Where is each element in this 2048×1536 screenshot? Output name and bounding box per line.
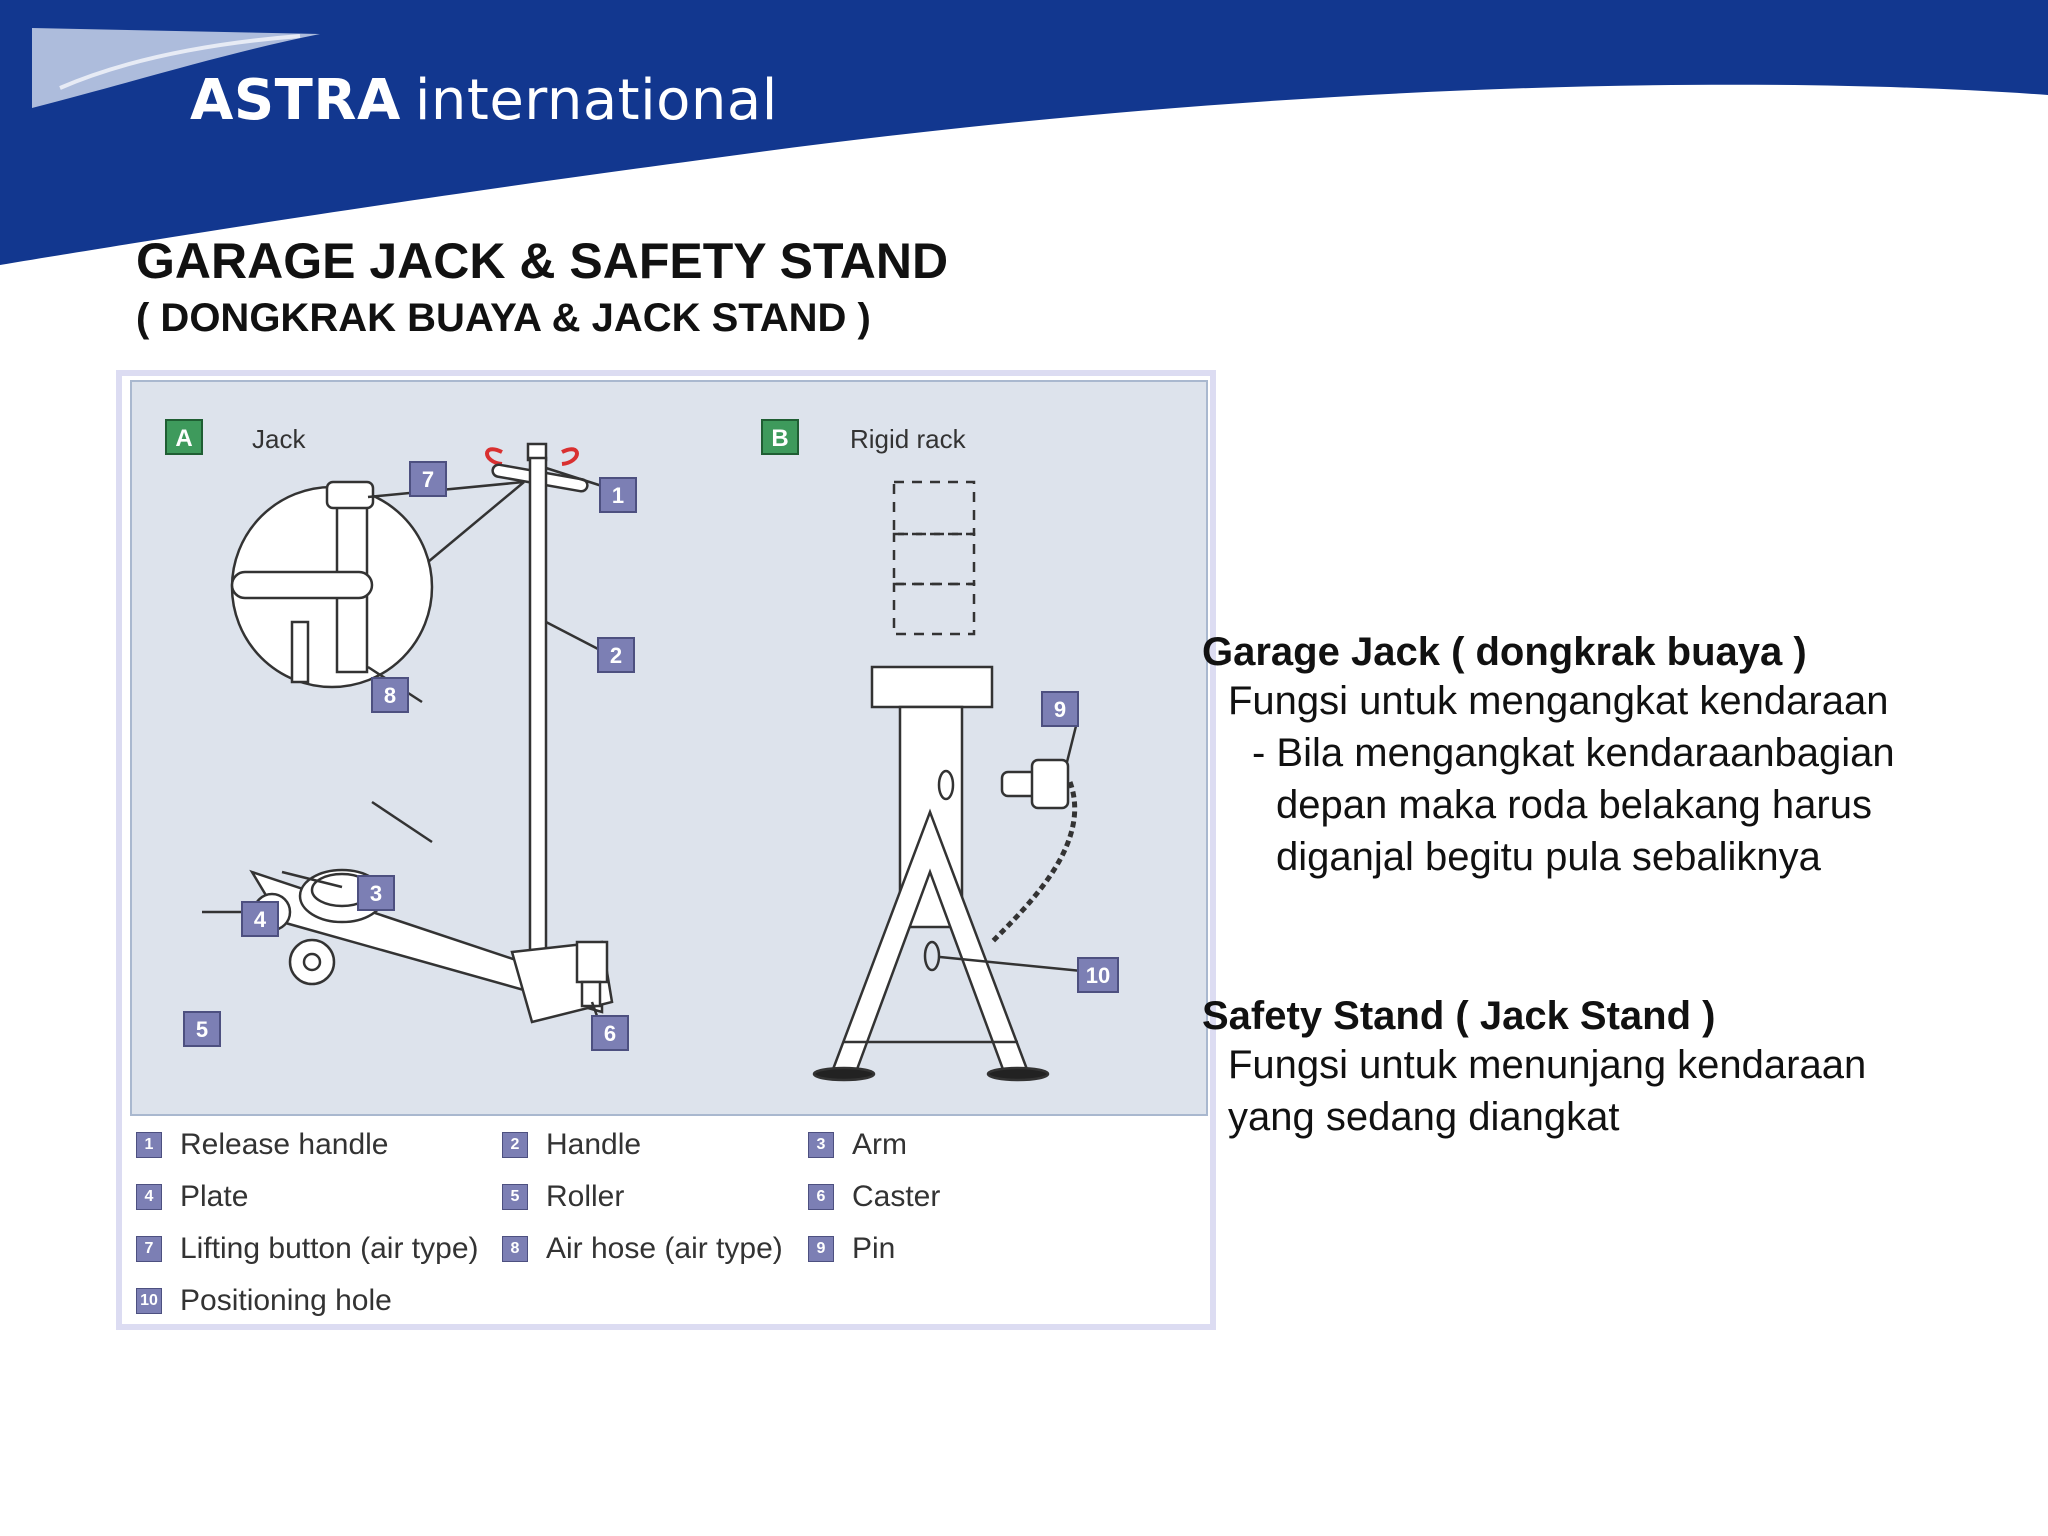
callout-10: [1078, 958, 1118, 992]
svg-text:5: 5: [195, 1017, 209, 1042]
safety-stand-line: yang sedang diangkat: [1228, 1095, 1620, 1139]
svg-text:2: 2: [609, 643, 623, 668]
callout-3: [358, 876, 394, 910]
callout-4: [242, 902, 278, 936]
company-logo: [190, 68, 778, 133]
callout-1: [600, 478, 636, 512]
callout-2: [598, 638, 634, 672]
garage-jack-heading: Garage Jack ( dongkrak buaya ): [1202, 630, 1807, 674]
legend-item: 8 Air hose (air type): [502, 1232, 783, 1266]
legend-item: 2 Handle: [502, 1128, 641, 1162]
svg-text:7: 7: [421, 467, 435, 492]
garage-jack-line: - Bila mengangkat kendaraanbagian: [1252, 731, 1895, 775]
parts-legend: [132, 1124, 1202, 1324]
logo-bold: ASTRA: [190, 68, 401, 133]
callout-9: [1042, 692, 1078, 726]
callout-6: [592, 1016, 628, 1050]
figure-panel: [116, 370, 1216, 1330]
garage-jack-line: Fungsi untuk mengangkat kendaraan: [1228, 679, 1889, 723]
callout-7: [410, 462, 446, 496]
garage-jack-description: [1202, 630, 1895, 883]
legend-item: 7 Lifting button (air type): [136, 1232, 479, 1266]
legend-item: 5 Roller: [502, 1180, 624, 1214]
svg-text:10: 10: [1085, 963, 1111, 988]
svg-text:1: 1: [611, 483, 625, 508]
svg-text:B: B: [771, 425, 789, 452]
section-b-badge: [762, 420, 798, 454]
safety-stand-description: [1202, 994, 1866, 1143]
safety-stand-line: Fungsi untuk menunjang kendaraan: [1228, 1043, 1867, 1087]
legend-item: 6 Caster: [808, 1180, 940, 1214]
svg-text:3: 3: [369, 881, 383, 906]
diagram-area: [130, 380, 1208, 1116]
slide-title: GARAGE JACK & SAFETY STAND: [136, 233, 949, 289]
svg-text:8: 8: [383, 683, 397, 708]
garage-jack-illustration: [202, 444, 612, 1030]
section-a-badge: [166, 420, 202, 454]
callout-8: [372, 678, 408, 712]
garage-jack-line: diganjal begitu pula sebaliknya: [1276, 835, 1821, 879]
garage-jack-line: depan maka roda belakang harus: [1276, 783, 1872, 827]
legend-item: 9 Pin: [808, 1232, 895, 1266]
rigid-rack-illustration: [814, 482, 1092, 1080]
section-b-label: Rigid rack: [850, 424, 966, 454]
svg-text:9: 9: [1053, 697, 1067, 722]
section-a-label: Jack: [252, 424, 306, 454]
legend-item: 4 Plate: [136, 1180, 248, 1214]
legend-item: 3 Arm: [808, 1128, 907, 1162]
svg-text:4: 4: [253, 907, 267, 932]
jack-diagram: [132, 382, 1206, 1114]
legend-item: 10 Positioning hole: [136, 1284, 392, 1318]
logo-light: international: [414, 68, 778, 133]
legend-item: 1 Release handle: [136, 1128, 389, 1162]
svg-text:6: 6: [603, 1021, 617, 1046]
callout-5: [184, 1012, 220, 1046]
slide-subtitle: ( DONGKRAK BUAYA & JACK STAND ): [136, 296, 871, 340]
svg-text:A: A: [175, 425, 193, 452]
safety-stand-heading: Safety Stand ( Jack Stand ): [1202, 994, 1716, 1038]
